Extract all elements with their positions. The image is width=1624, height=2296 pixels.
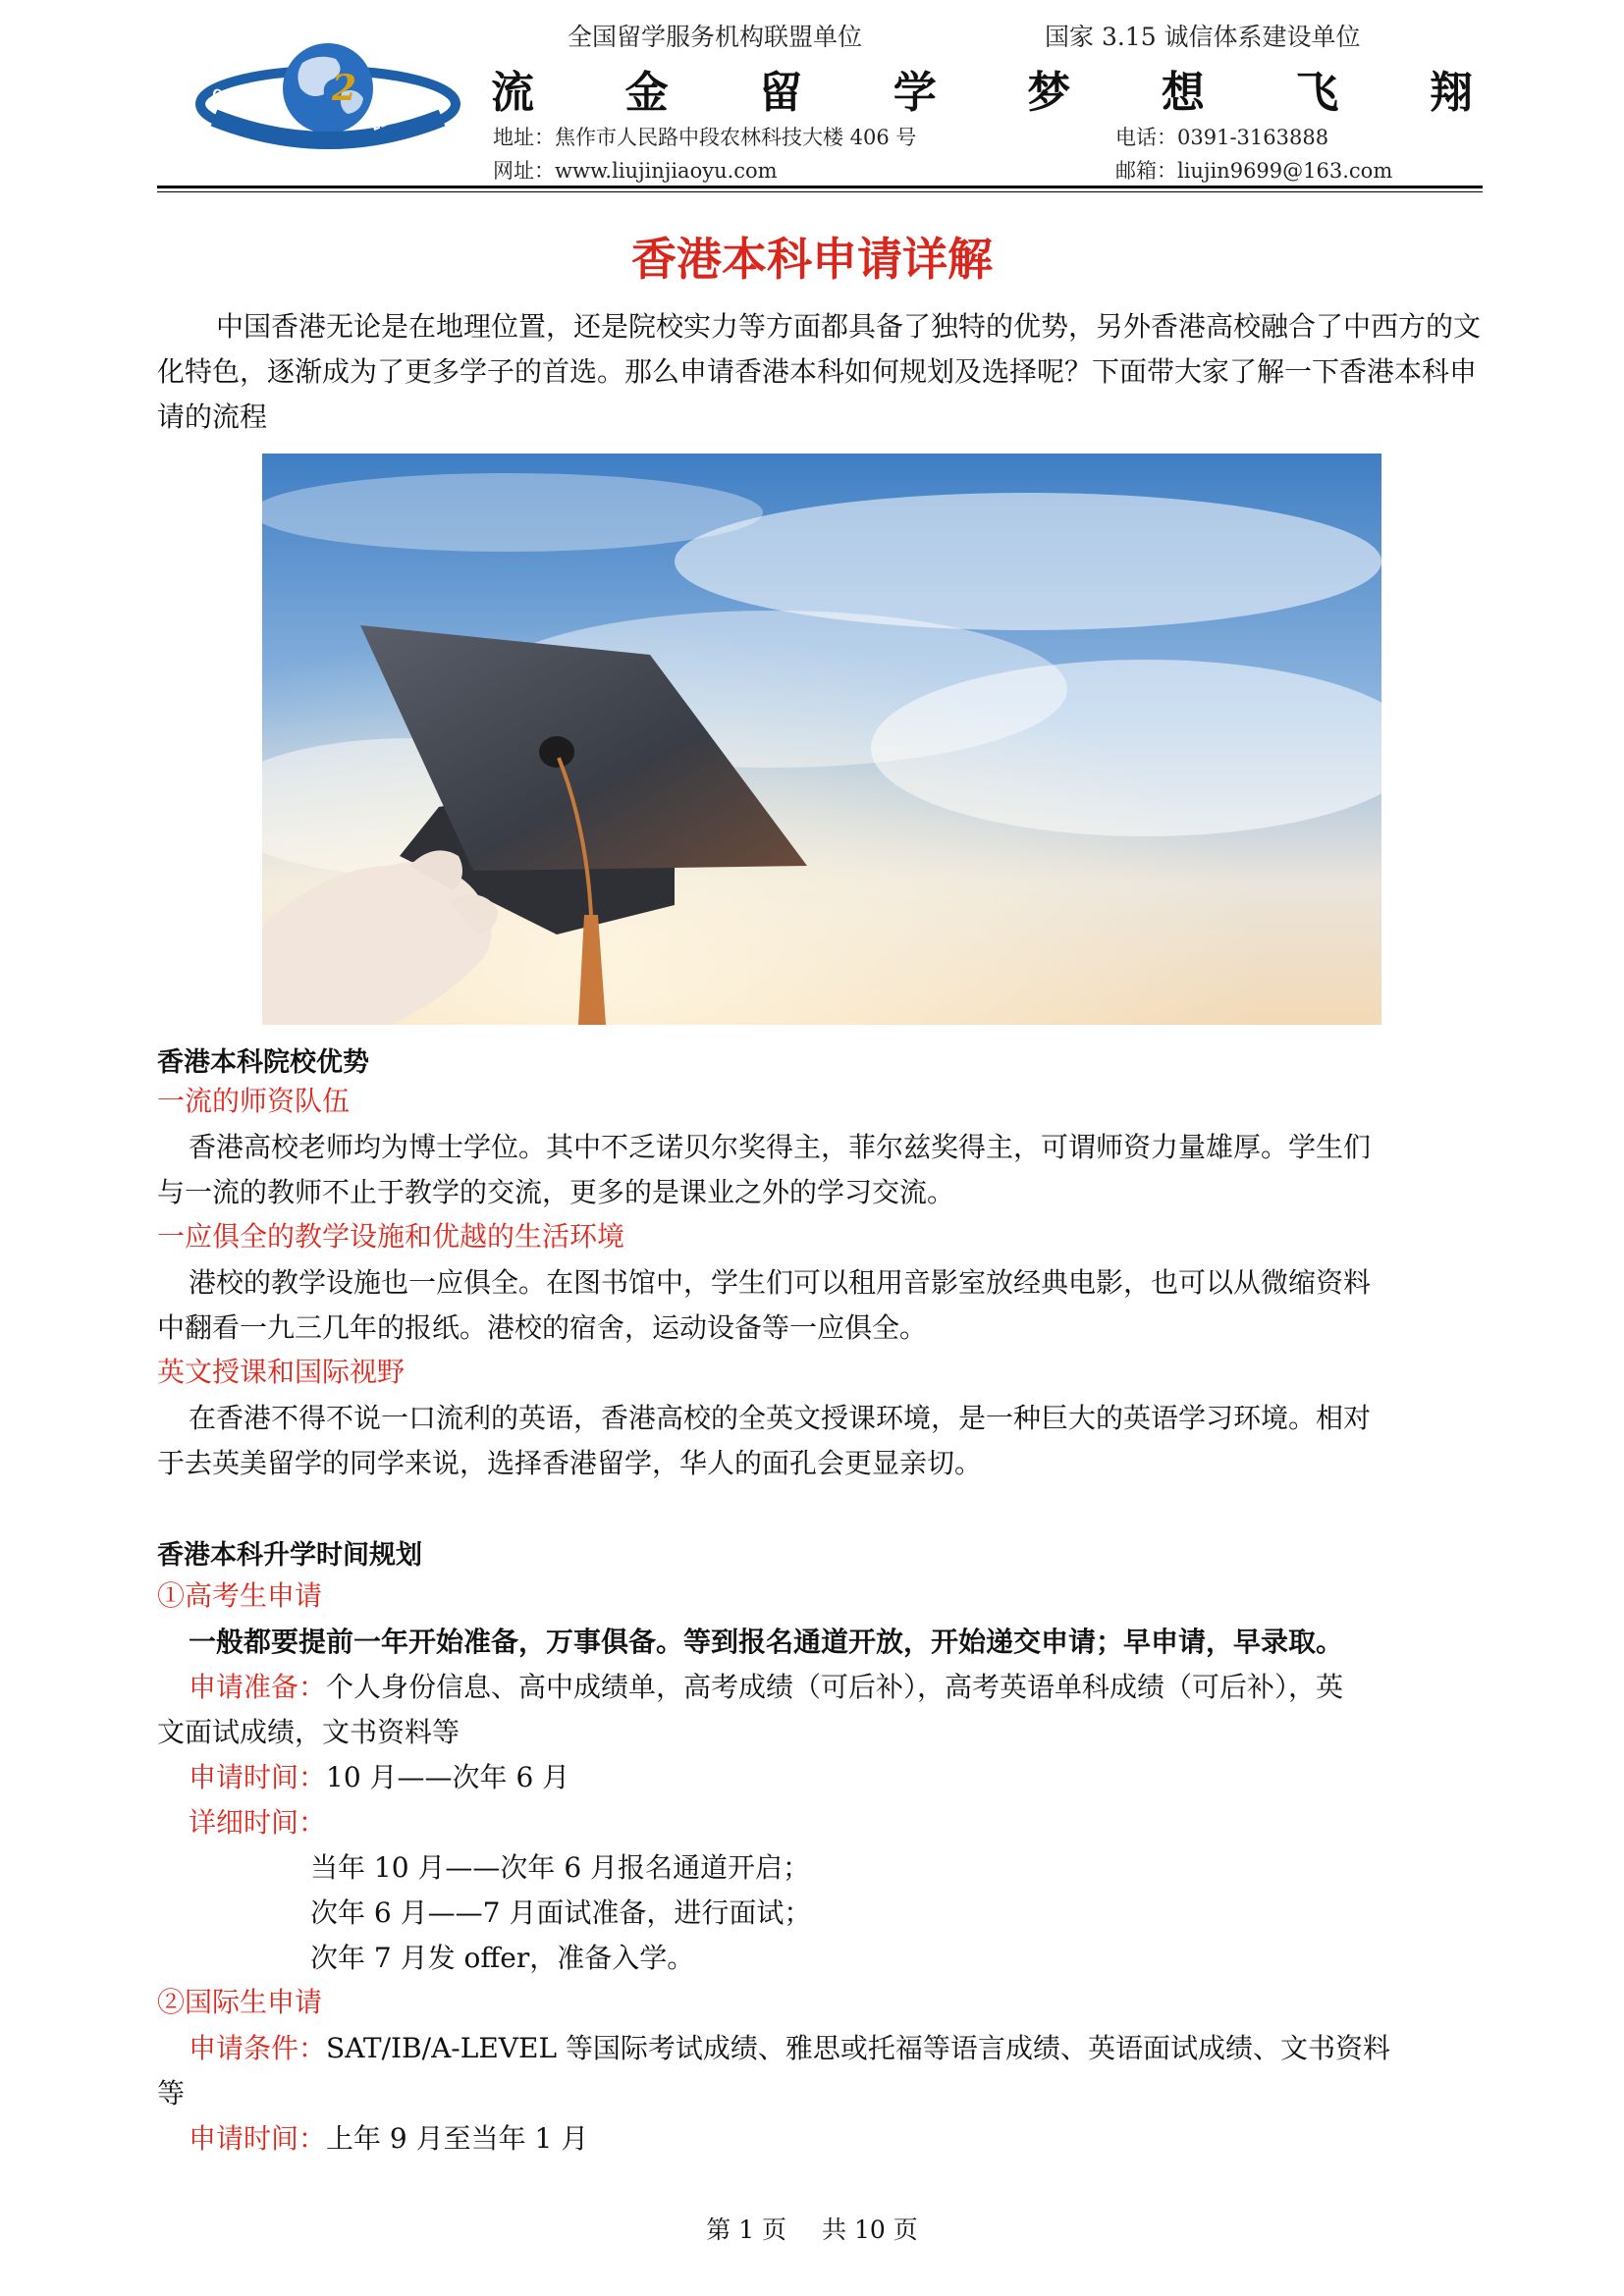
section-heading-advantages: 香港本科院校优势 — [157, 1047, 369, 1078]
gaokao-prep-label: 申请准备： — [189, 1671, 327, 1703]
intro-paragraph: 中国香港无论是在地理位置，还是院校实力等方面都具备了独特的优势，另外香港高校融合了中西方的文化特色，逐渐成为了更多学子的首选。那么申请香港本科如何规划及选择呢？下面带大家了解一下香港本科申请的流程 — [157, 310, 1482, 433]
logo-text-right: EDUCATION — [369, 91, 446, 134]
page-title: 香港本科申请详解 — [631, 233, 993, 286]
header-address: 地址：焦作市人民路中段农林科技大楼 406 号 — [493, 126, 917, 149]
slogan-char: 翔 — [1429, 68, 1473, 118]
header-phone: 电话：0391-3163888 — [1115, 126, 1329, 149]
gaokao-time-text: 10 月——次年 6 月 — [326, 1761, 570, 1793]
header-divider-thin — [157, 191, 1483, 192]
header-slogan — [491, 57, 1473, 120]
advantage-text-line: 香港高校老师均为博士学位。其中不乏诺贝尔奖得主，菲尔兹奖得主，可谓师资力量雄厚。学生们 — [189, 1131, 1372, 1163]
page-number: 第 1 页 — [706, 2216, 787, 2244]
header — [0, 0, 1624, 196]
svg-text:2: 2 — [332, 68, 357, 109]
gaokao-prep-text-2: 文面试成绩，文书资料等 — [157, 1716, 460, 1748]
advantage-text-line: 在香港不得不说一口流利的英语，香港高校的全英文授课环境，是一种巨大的英语学习环境。相对 — [189, 1402, 1372, 1434]
logo-text-left: OVERSEAS — [209, 85, 281, 125]
slogan-char: 想 — [1161, 68, 1205, 118]
page-footer — [0, 2211, 1624, 2246]
gaokao-prep-text: 个人身份信息、高中成绩单，高考成绩（可后补），高考英语单科成绩（可后补），英 — [326, 1671, 1344, 1703]
international-time-line — [189, 2116, 588, 2162]
gaokao-prep-line — [189, 1665, 1343, 1710]
header-email[interactable]: 邮箱：liujin9699@163.com — [1115, 159, 1393, 183]
gaokao-summary: 一般都要提前一年开始准备，万事俱备。等到报名通道开放，开始递交申请；早申请，早录取。 — [189, 1626, 1344, 1658]
advantage-title-facilities: 一应俱全的教学设施和优越的生活环境 — [157, 1220, 625, 1253]
gaokao-time-line — [189, 1755, 569, 1800]
international-time-text: 上年 9 月至当年 1 月 — [326, 2122, 589, 2155]
international-title: ②国际生申请 — [157, 1986, 323, 2018]
slogan-char: 飞 — [1295, 68, 1339, 118]
graduation-cap-photo — [262, 454, 1381, 1025]
advantage-title-english: 英文授课和国际视野 — [157, 1356, 406, 1388]
page-total: 共 10 页 — [822, 2216, 918, 2244]
header-top-left: 全国留学服务机构联盟单位 — [568, 23, 863, 51]
advantage-text-line: 与一流的教师不止于教学的交流，更多的是课业之外的学习交流。 — [157, 1176, 955, 1208]
gaokao-detail-line: 次年 6 月——7 月面试准备，进行面试； — [310, 1896, 812, 1929]
international-cond-label: 申请条件： — [189, 2032, 327, 2064]
gaokao-time-label: 申请时间： — [189, 1761, 327, 1793]
header-divider — [157, 186, 1483, 188]
advantage-title-faculty: 一流的师资队伍 — [157, 1085, 351, 1117]
section-heading-timeline: 香港本科升学时间规划 — [157, 1540, 422, 1571]
header-top-right: 国家 3.15 诚信体系建设单位 — [1045, 23, 1361, 51]
header-website[interactable]: 网址：www.liujinjiaoyu.com — [493, 159, 778, 183]
slogan-char: 金 — [624, 68, 669, 118]
advantage-text-line: 于去英美留学的同学来说，选择香港留学，华人的面孔会更显亲切。 — [157, 1447, 983, 1479]
slogan-char: 梦 — [1027, 68, 1071, 118]
international-time-label: 申请时间： — [189, 2122, 327, 2155]
slogan-char: 学 — [893, 68, 937, 118]
international-cond-text: SAT/IB/A-LEVEL 等国际考试成绩、雅思或托福等语言成绩、英语面试成绩、文书资料 — [326, 2032, 1390, 2064]
international-cond-line — [189, 2026, 1390, 2071]
gaokao-detail-line: 当年 10 月——次年 6 月报名通道开启； — [310, 1851, 811, 1884]
gaokao-title: ①高考生申请 — [157, 1579, 323, 1612]
advantage-text-line: 港校的教学设施也一应俱全。在图书馆中，学生们可以租用音影室放经典电影，也可以从微缩资料 — [189, 1266, 1372, 1299]
globe-logo-icon — [194, 33, 461, 151]
slogan-char: 流 — [491, 68, 534, 118]
gaokao-detail-label: 详细时间： — [189, 1806, 327, 1839]
gaokao-detail-line: 次年 7 月发 offer，准备入学。 — [310, 1942, 695, 1974]
slogan-char: 留 — [759, 68, 803, 118]
international-cond-text-2: 等 — [157, 2077, 186, 2109]
advantage-text-line: 中翻看一九三几年的报纸。港校的宿舍，运动设备等一应俱全。 — [157, 1311, 928, 1344]
